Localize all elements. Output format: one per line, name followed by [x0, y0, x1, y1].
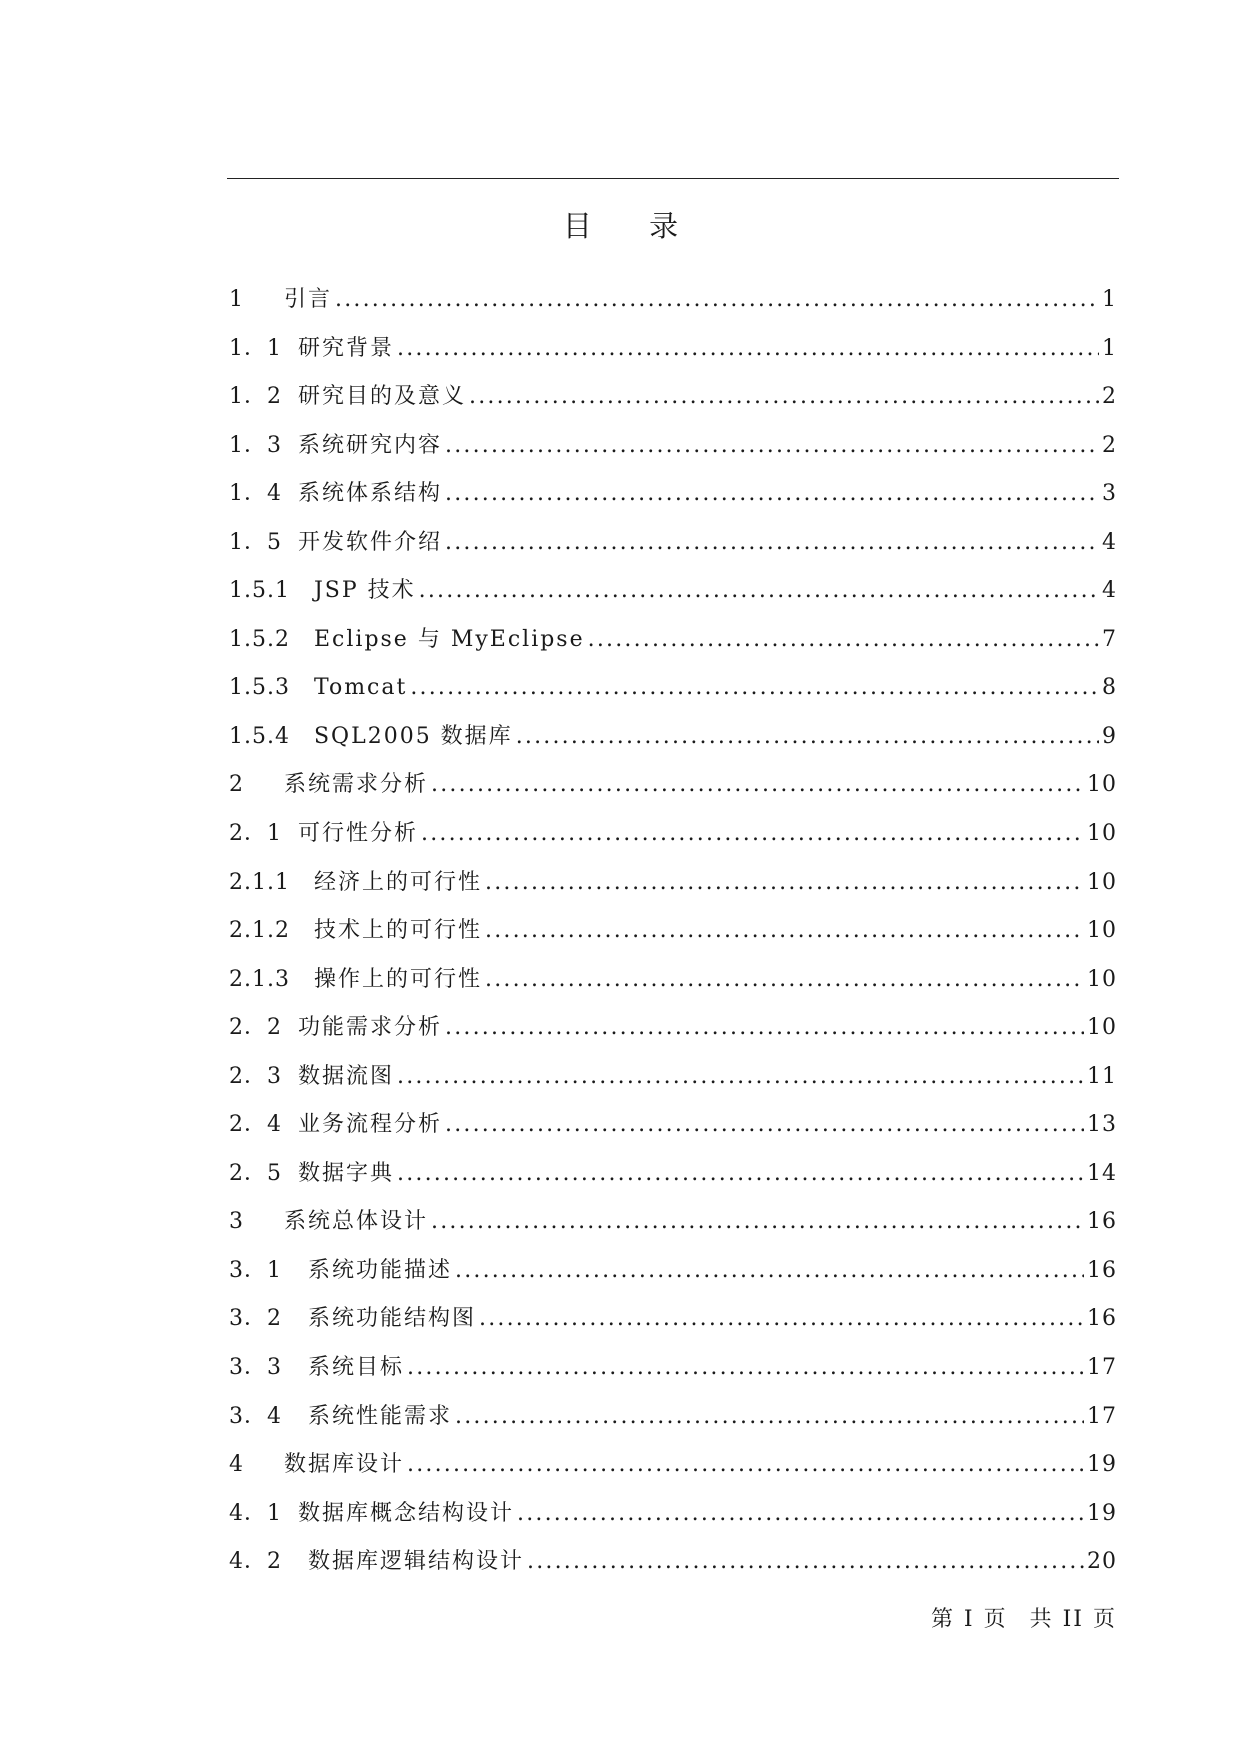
page-footer: [931, 1605, 1117, 1635]
toc-entry-title: Tomcat: [313, 675, 408, 701]
toc-entry-page: 14: [1087, 1160, 1117, 1186]
toc-entry-title: 技术上的可行性: [313, 918, 482, 944]
toc-entry[interactable]: [229, 816, 1117, 865]
toc-entry-number: 3: [229, 1209, 244, 1235]
toc-entry-page: 3: [1102, 481, 1117, 507]
toc-entry-title: 系统功能结构图: [308, 1306, 477, 1332]
toc-entry-number: 3．3: [229, 1355, 282, 1381]
toc-entry[interactable]: [229, 1156, 1117, 1205]
toc-entry-title: 功能需求分析: [298, 1015, 443, 1041]
toc-entry-number: 2: [229, 772, 244, 798]
toc-entry-title: 操作上的可行性: [313, 966, 482, 992]
toc-entry-number: 2.1.2: [229, 918, 290, 944]
toc-entry[interactable]: [229, 913, 1117, 962]
toc-entry-page: 2: [1102, 384, 1117, 410]
toc-entry-title: 系统目标: [308, 1355, 405, 1381]
toc-leader-dots: [445, 1107, 1084, 1143]
toc-entry-number: 2．4: [229, 1112, 282, 1138]
toc-leader-dots: [517, 1496, 1084, 1532]
toc-entry[interactable]: [229, 670, 1117, 719]
toc-leader-dots: [407, 1447, 1084, 1483]
toc-entry-number: 1.5.4: [229, 723, 290, 749]
toc-entry-title: 数据库概念结构设计: [298, 1500, 515, 1526]
toc-entry-title: 数据字典: [298, 1160, 395, 1186]
toc-entry[interactable]: [229, 865, 1117, 914]
toc-entry-title: Eclipse 与 MyEclipse: [313, 626, 585, 652]
toc-entry-number: 2．5: [229, 1160, 282, 1186]
toc-entry-number: 1．3: [229, 432, 282, 458]
toc-entry-page: 19: [1087, 1500, 1117, 1526]
toc-leader-dots: [431, 1204, 1084, 1240]
toc-entry[interactable]: [229, 1301, 1117, 1350]
toc-leader-dots: [410, 670, 1099, 706]
toc-entry[interactable]: [229, 1253, 1117, 1302]
toc-entry-page: 10: [1087, 869, 1117, 895]
toc-leader-dots: [527, 1544, 1084, 1580]
toc-entry-page: 11: [1087, 1063, 1117, 1089]
toc-entry[interactable]: [229, 1059, 1117, 1108]
toc-entry-page: 2: [1102, 432, 1117, 458]
table-of-contents: [229, 282, 1117, 1593]
toc-entry-page: 10: [1087, 918, 1117, 944]
toc-entry[interactable]: [229, 331, 1117, 380]
toc-entry-title: SQL2005 数据库: [313, 723, 513, 749]
toc-leader-dots: [455, 1253, 1084, 1289]
toc-leader-dots: [469, 379, 1099, 415]
toc-entry[interactable]: [229, 428, 1117, 477]
toc-entry-number: 2.1.1: [229, 869, 290, 895]
toc-entry-title: JSP 技术: [313, 578, 416, 604]
toc-entry-page: 19: [1087, 1452, 1117, 1478]
toc-leader-dots: [445, 525, 1099, 561]
toc-entry-page: 17: [1087, 1355, 1117, 1381]
toc-entry-number: 1．4: [229, 481, 282, 507]
toc-entry-page: 16: [1087, 1306, 1117, 1332]
toc-entry[interactable]: [229, 1544, 1117, 1593]
toc-entry-page: 1: [1102, 287, 1117, 312]
toc-entry-number: 3．1: [229, 1257, 282, 1283]
toc-entry-page: 4: [1102, 578, 1117, 604]
toc-leader-dots: [419, 573, 1099, 609]
toc-entry-title: 研究目的及意义: [298, 384, 467, 410]
toc-leader-dots: [335, 282, 1099, 318]
toc-leader-dots: [445, 1010, 1084, 1046]
toc-entry-title: 系统研究内容: [298, 432, 443, 458]
toc-leader-dots: [455, 1399, 1084, 1435]
page-title: 目 录: [562, 209, 703, 243]
toc-entry-number: 4．1: [229, 1500, 282, 1526]
page-number: 第 I 页: [930, 1607, 1008, 1632]
toc-entry-title: 系统体系结构: [298, 481, 443, 507]
toc-entry-number: 1.5.2: [229, 626, 290, 652]
toc-entry-page: 4: [1102, 529, 1117, 555]
toc-entry[interactable]: [229, 525, 1117, 574]
toc-entry-page: 9: [1102, 723, 1117, 749]
toc-leader-dots: [485, 962, 1084, 998]
toc-entry-number: 1．5: [229, 529, 282, 555]
toc-entry-page: 16: [1087, 1209, 1117, 1235]
toc-entry-page: 13: [1087, 1112, 1117, 1138]
toc-entry[interactable]: [229, 1107, 1117, 1156]
toc-entry[interactable]: [229, 622, 1117, 671]
page-total: 共 II 页: [1029, 1607, 1117, 1632]
toc-leader-dots: [588, 622, 1099, 658]
toc-entry-title: 数据流图: [298, 1063, 395, 1089]
toc-entry-page: 10: [1087, 821, 1117, 847]
toc-leader-dots: [445, 428, 1099, 464]
toc-leader-dots: [397, 1059, 1084, 1095]
toc-entry-number: 2．2: [229, 1015, 282, 1041]
toc-entry-number: 4．2: [229, 1549, 282, 1575]
toc-leader-dots: [407, 1350, 1084, 1386]
toc-entry[interactable]: [229, 962, 1117, 1011]
toc-entry-page: 8: [1102, 675, 1117, 701]
toc-entry-page: 10: [1087, 1015, 1117, 1041]
toc-entry-number: 2．3: [229, 1063, 282, 1089]
toc-entry-number: 2.1.3: [229, 966, 290, 992]
toc-entry-title: 经济上的可行性: [313, 869, 482, 895]
toc-leader-dots: [421, 816, 1084, 852]
toc-entry[interactable]: [229, 1350, 1117, 1399]
toc-leader-dots: [479, 1301, 1084, 1337]
toc-entry-title: 研究背景: [298, 335, 395, 361]
toc-entry-title: 引言: [284, 287, 333, 312]
toc-entry-number: 3．4: [229, 1403, 282, 1429]
toc-entry-title: 业务流程分析: [298, 1112, 443, 1138]
toc-leader-dots: [431, 767, 1084, 803]
toc-entry[interactable]: [229, 767, 1117, 816]
toc-entry-number: 2．1: [229, 821, 282, 847]
toc-entry[interactable]: [229, 1496, 1117, 1545]
toc-entry[interactable]: [229, 476, 1117, 525]
toc-leader-dots: [397, 331, 1099, 367]
toc-entry[interactable]: [229, 1204, 1117, 1253]
toc-entry-page: 16: [1087, 1257, 1117, 1283]
toc-entry-title: 可行性分析: [298, 821, 419, 847]
toc-entry-number: 1．1: [229, 335, 282, 361]
toc-entry[interactable]: [229, 1399, 1117, 1448]
toc-entry-number: 1．2: [229, 384, 282, 410]
toc-entry-page: 17: [1087, 1403, 1117, 1429]
header-rule: [227, 178, 1119, 179]
toc-leader-dots: [445, 476, 1099, 512]
toc-entry-page: 10: [1087, 772, 1117, 798]
toc-entry-title: 系统需求分析: [284, 772, 429, 798]
toc-leader-dots: [397, 1156, 1084, 1192]
toc-entry-number: 1.5.1: [229, 578, 290, 604]
toc-entry[interactable]: [229, 573, 1117, 622]
toc-entry-title: 数据库设计: [284, 1452, 405, 1478]
toc-entry-title: 系统功能描述: [308, 1257, 453, 1283]
toc-leader-dots: [485, 865, 1084, 901]
toc-entry-page: 20: [1087, 1549, 1117, 1575]
toc-entry[interactable]: [229, 379, 1117, 428]
toc-entry-title: 开发软件介绍: [298, 529, 443, 555]
toc-leader-dots: [516, 719, 1099, 755]
toc-entry[interactable]: [229, 719, 1117, 768]
toc-entry-title: 系统总体设计: [284, 1209, 429, 1235]
toc-entry[interactable]: [229, 282, 1117, 331]
toc-entry-page: 1: [1102, 335, 1117, 361]
toc-entry-title: 系统性能需求: [308, 1403, 453, 1429]
toc-entry[interactable]: [229, 1447, 1117, 1496]
toc-entry-number: 4: [229, 1452, 244, 1478]
toc-entry-title: 数据库逻辑结构设计: [308, 1549, 525, 1575]
toc-entry-page: 7: [1102, 626, 1117, 652]
toc-entry-number: 3．2: [229, 1306, 282, 1332]
toc-entry-number: 1.5.3: [229, 675, 290, 701]
toc-entry[interactable]: [229, 1010, 1117, 1059]
toc-entry-page: 10: [1087, 966, 1117, 992]
toc-leader-dots: [485, 913, 1084, 949]
toc-entry-number: 1: [229, 287, 244, 312]
